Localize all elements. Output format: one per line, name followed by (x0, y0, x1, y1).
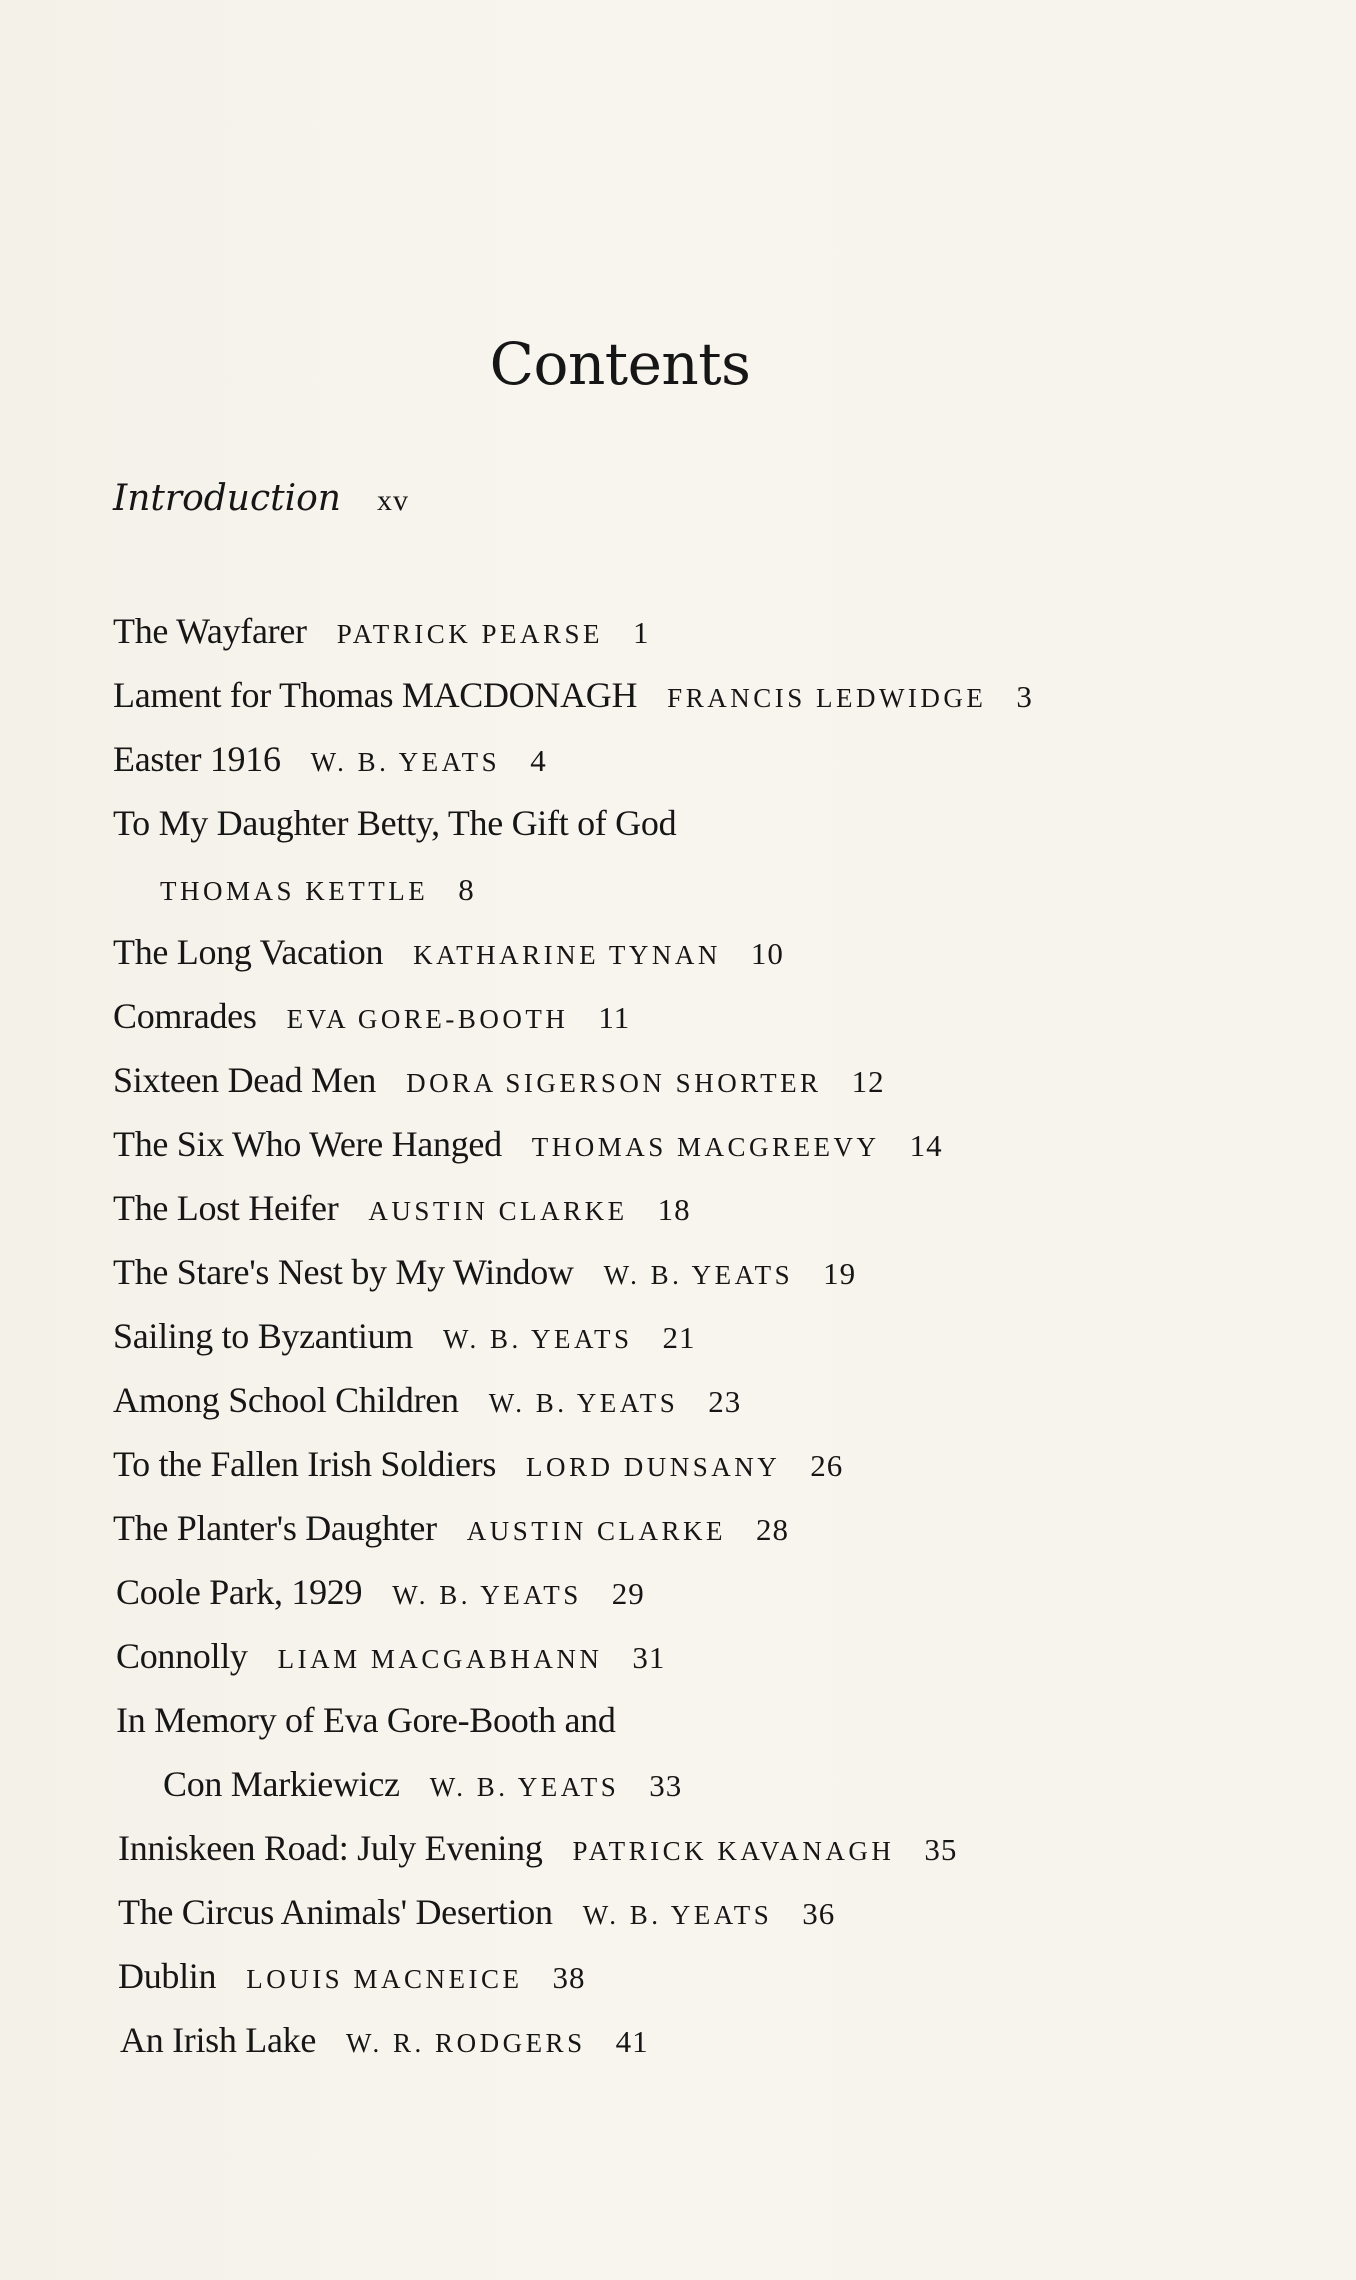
entry-page: 33 (649, 1768, 683, 1803)
entry-page: 31 (632, 1640, 666, 1675)
contents-entry (118, 1953, 585, 2002)
entry-page: 12 (851, 1064, 885, 1099)
entry-title: To My Daughter Betty, The Gift of God (113, 803, 677, 843)
entry-author: EVA GORE-BOOTH (286, 1004, 569, 1034)
entry-author: W. B. YEATS (310, 747, 501, 777)
entry-author: LOUIS MACNEICE (246, 1964, 523, 1994)
entry-title: In Memory of Eva Gore-Booth and (116, 1700, 616, 1740)
entry-page: 21 (662, 1320, 696, 1355)
entry-title: Coole Park, 1929 (116, 1572, 363, 1612)
entry-page: 19 (823, 1256, 857, 1291)
entry-page: 4 (530, 743, 547, 778)
contents-entry (116, 1569, 645, 1618)
contents-entry-continuation (160, 866, 475, 914)
entry-page: 18 (657, 1192, 691, 1227)
entry-author: THOMAS MACGREEVY (531, 1132, 880, 1162)
entry-author: DORA SIGERSON SHORTER (406, 1068, 822, 1098)
contents-entry (120, 2017, 649, 2066)
entry-title: The Stare's Nest by My Window (113, 1252, 574, 1292)
introduction-page: xv (377, 484, 409, 517)
contents-entry (113, 800, 676, 847)
contents-entry (113, 1441, 843, 1490)
contents-entry (113, 1121, 943, 1170)
entry-author: KATHARINE TYNAN (413, 940, 721, 970)
entry-title: Sailing to Byzantium (113, 1316, 413, 1356)
contents-entry (113, 993, 630, 1042)
entry-author: W. R. RODGERS (346, 2028, 586, 2058)
contents-entry (113, 929, 784, 978)
entry-author: FRANCIS LEDWIDGE (667, 683, 987, 713)
entry-title: The Six Who Were Hanged (113, 1124, 502, 1164)
contents-entry-continuation (163, 1761, 682, 1810)
contents-entry (113, 1313, 696, 1362)
entry-title: The Long Vacation (113, 932, 384, 972)
entry-author: W. B. YEATS (603, 1260, 794, 1290)
entry-page: 28 (756, 1512, 790, 1547)
contents-entry (118, 1889, 835, 1938)
contents-entry (113, 736, 547, 785)
contents-entry (113, 1185, 691, 1234)
entry-page: 1 (633, 615, 650, 650)
entry-author: PATRICK PEARSE (336, 619, 604, 649)
entry-page: 14 (909, 1128, 943, 1163)
entry-author: AUSTIN CLARKE (466, 1516, 727, 1546)
contents-entry (113, 1505, 789, 1554)
entry-page: 26 (810, 1448, 844, 1483)
introduction-label: Introduction (113, 478, 341, 519)
contents-entry (116, 1697, 616, 1744)
entry-title: The Lost Heifer (113, 1188, 339, 1228)
contents-entry (113, 672, 1033, 721)
entry-author: W. B. YEATS (392, 1580, 582, 1610)
entry-title: The Wayfarer (113, 611, 307, 651)
entry-title: Easter 1916 (113, 739, 281, 779)
entry-title: The Circus Animals' Desertion (118, 1892, 553, 1932)
entry-title: Connolly (116, 1636, 248, 1676)
contents-entry (113, 1377, 741, 1426)
entry-author: LIAM MACGABHANN (277, 1644, 603, 1674)
entry-title: To the Fallen Irish Soldiers (113, 1444, 497, 1484)
entry-page: 35 (924, 1832, 958, 1867)
contents-entry (113, 608, 650, 657)
entry-title: Inniskeen Road: July Evening (118, 1828, 543, 1868)
entry-author: W. B. YEATS (488, 1388, 679, 1418)
entry-title-continuation: Con Markiewicz (163, 1764, 400, 1804)
entry-page: 41 (615, 2024, 649, 2059)
entry-page: 3 (1016, 679, 1033, 714)
entry-author: AUSTIN CLARKE (368, 1196, 628, 1226)
entry-title: Lament for Thomas MACDONAGH (113, 675, 638, 715)
entry-author: W. B. YEATS (582, 1900, 773, 1930)
entry-page: 36 (802, 1896, 836, 1931)
entry-page: 38 (552, 1960, 586, 1995)
entry-author: THOMAS KETTLE (160, 876, 429, 906)
entry-title: Sixteen Dead Men (113, 1060, 377, 1100)
entry-author: LORD DUNSANY (526, 1452, 781, 1482)
page-title: Contents (489, 330, 751, 398)
entry-author: PATRICK KAVANAGH (572, 1836, 895, 1866)
contents-entry (113, 1057, 885, 1106)
entry-author: W. B. YEATS (442, 1324, 633, 1354)
entry-title: Comrades (113, 996, 257, 1036)
entry-title: An Irish Lake (120, 2020, 317, 2060)
entry-title: Dublin (118, 1956, 217, 1996)
contents-entry (113, 1249, 856, 1298)
contents-entry (116, 1633, 665, 1682)
entry-page: 29 (611, 1576, 645, 1611)
entry-page: 10 (750, 936, 784, 971)
entry-title: The Planter's Daughter (113, 1508, 437, 1548)
entry-author: W. B. YEATS (429, 1772, 620, 1802)
entry-page: 8 (458, 872, 475, 907)
entry-page: 11 (598, 1000, 631, 1035)
entry-page: 23 (708, 1384, 742, 1419)
contents-entry (118, 1825, 957, 1874)
entry-title: Among School Children (113, 1380, 459, 1420)
